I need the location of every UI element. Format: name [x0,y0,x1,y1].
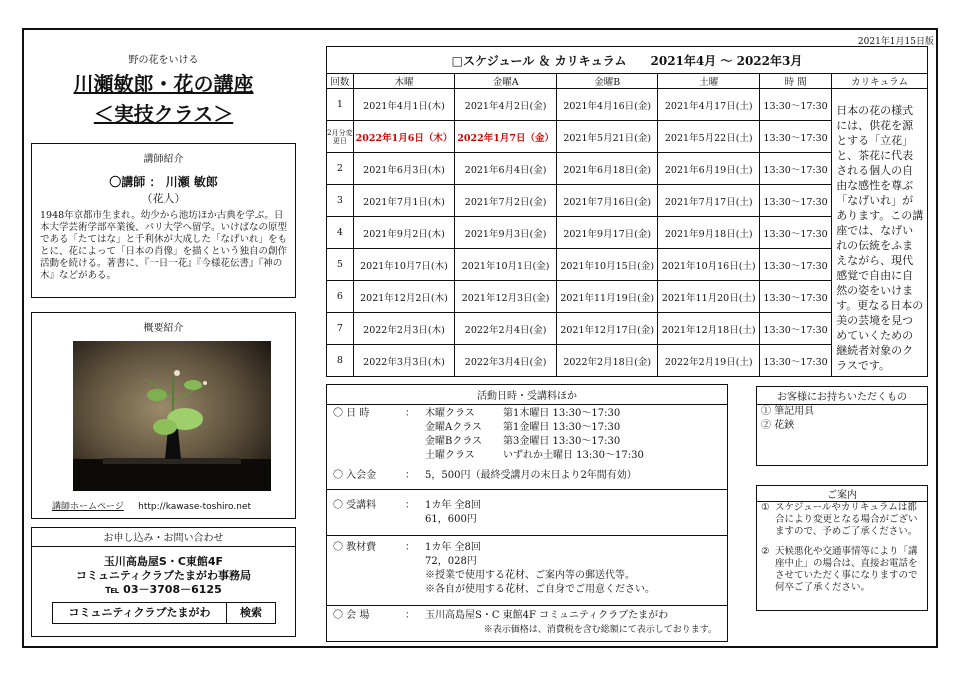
contact-section [31,527,296,637]
divider [327,489,727,490]
search-button[interactable]: 検索 [227,602,276,624]
time-range: 13:30～17:30 [760,345,832,377]
friday-a-date: 2022年1月7日（金） [455,121,557,153]
class-item: 土曜クラス いずれか土曜日 13:30～17:30 [425,450,644,461]
instructor-bio: 1948年京都市生まれ。幼少から池坊ほか古典を学ぶ。日本大学芸術学部卒業後、パリ大学へ留学。いけばなの原型である「たてはな」と千利休が大成した「なげいれ」をもとに、花によって「日本の肖像」を描くという独自の創作活動を続ける。著書に、『一日一花』『今様花伝書』『神の木』などがある。 [40,210,288,281]
saturday-date: 2021年7月17日(土) [658,185,760,217]
friday-a-date: 2021年12月3日(金) [455,281,557,313]
search-row [52,602,276,624]
time-range: 13:30～17:30 [760,217,832,249]
instructor-name: 〇講師 ： 川瀬 敏郎 [109,175,218,189]
friday-b-date: 2021年11月19日(金) [556,281,658,313]
bring-items-section [756,386,928,466]
notice-heading: ご案内 [757,486,927,502]
row-count: 4 [327,217,354,249]
course-title: 川瀬敏郎・花の講座 [73,72,254,96]
row-count: 7 [327,313,354,345]
friday-b-date: 2021年10月15日(金) [556,249,658,281]
notice-section [756,485,928,611]
thursday-date: 2021年12月2日(木) [353,281,455,313]
friday-b-date: 2021年12月17日(金) [556,313,658,345]
friday-b-date: 2021年4月16日(金) [556,89,658,121]
saturday-date: 2021年10月16日(土) [658,249,760,281]
friday-a-date: 2021年6月4日(金) [455,153,557,185]
colon: ： [405,610,415,621]
list-item: ① スケジュールやカリキュラムは都合により変更となる場合がございますので、予めご了承ください。 [761,502,918,537]
version-date: 2021年1月15日版 [857,37,934,47]
header-thursday: 木曜 [353,74,455,89]
list-item: ② 花鋏 [761,420,795,431]
thursday-date: 2021年9月2日(木) [353,217,455,249]
search-keyword: コミュニティクラブたまがわ [52,602,227,624]
row-count: 6 [327,281,354,313]
divider [327,605,727,606]
tuition-label: 〇 受講料 [333,500,377,511]
title-block [31,45,296,125]
saturday-date: 2021年4月17日(土) [658,89,760,121]
venue-value: 玉川高島屋S・C 東館4F コミュニティクラブたまがわ ※表示価格は、消費税を含む総額にて表示しております。 [425,609,725,637]
activity-info-heading: 活動日時・受講料ほか [327,385,727,405]
header-friday-b: 金曜B [556,74,658,89]
saturday-date: 2022年2月19日(土) [658,345,760,377]
friday-b-date: 2021年9月17日(金) [556,217,658,249]
class-list [425,407,725,463]
contact-address: 玉川高島屋S・C東館4F [103,555,224,568]
time-range: 13:30～17:30 [760,121,832,153]
colon: ： [405,470,415,481]
saturday-date: 2021年6月19日(土) [658,153,760,185]
friday-b-date: 2022年2月18日(金) [556,345,658,377]
contact-heading: お申し込み・お問い合わせ [32,528,295,547]
row-count: 2月分変更日 [327,121,354,153]
table-row [327,89,928,121]
header-count: 回数 [327,74,354,89]
header-curriculum: カリキュラム [832,74,928,89]
header-time: 時 間 [760,74,832,89]
schedule-table [326,46,928,377]
friday-b-date: 2021年7月16日(金) [556,185,658,217]
thursday-date: 2021年4月1日(木) [353,89,455,121]
friday-a-date: 2021年10月1日(金) [455,249,557,281]
material-label: 〇 教材費 [333,542,377,553]
contact-phone: ℡ 03－3708－6125 [105,583,222,596]
time-range: 13:30～17:30 [760,185,832,217]
header-saturday: 土曜 [658,74,760,89]
saturday-date: 2021年5月22日(土) [658,121,760,153]
flower-arrangement-photo [73,341,271,491]
time-range: 13:30～17:30 [760,89,832,121]
class-item: 金曜Aクラス 第1金曜日 13:30～17:30 [425,422,621,433]
tuition-value: 1カ年 全8回 61，600円 [425,500,481,525]
friday-b-date: 2021年6月18日(金) [556,153,658,185]
contact-details [32,555,295,597]
thursday-date: 2021年7月1日(木) [353,185,455,217]
thursday-date: 2022年3月3日(木) [353,345,455,377]
colon: ： [405,408,415,419]
colon: ： [405,542,415,553]
bring-heading: お客様にお持ちいただくもの [757,387,927,405]
datetime-row [327,407,727,467]
homepage-row[interactable] [52,499,251,512]
instructor-heading: 講師紹介 [143,154,184,165]
venue-label: 〇 会 場 [333,610,370,621]
class-item: 金曜Bクラス 第3金曜日 13:30～17:30 [425,436,621,447]
tax-note: ※表示価格は、消費税を含む総額にて表示しております。 [483,625,717,635]
instructor-section [31,143,296,298]
thursday-date: 2021年6月3日(木) [353,153,455,185]
instructor-role: （花人） [141,192,186,205]
homepage-url[interactable]: http://kawase-toshiro.net [138,502,252,512]
row-count: 1 [327,89,354,121]
entry-fee-label: 〇 入会金 [333,470,377,481]
friday-a-date: 2022年3月4日(金) [455,345,557,377]
row-count: 2 [327,153,354,185]
row-count: 3 [327,185,354,217]
activity-info-section [326,384,728,642]
saturday-date: 2021年11月20日(土) [658,281,760,313]
row-count: 8 [327,345,354,377]
class-item: 木曜クラス 第1木曜日 13:30～17:30 [425,408,621,419]
schedule-title: □スケジュール ＆ カリキュラム 2021年4月 ～ 2022年3月 [327,47,928,74]
thursday-date: 2022年1月6日（木） [353,121,455,153]
thursday-date: 2021年10月7日(木) [353,249,455,281]
friday-a-date: 2021年7月2日(金) [455,185,557,217]
title-subtitle: 野の花をいける [128,55,199,66]
divider [327,535,727,536]
friday-a-date: 2021年9月3日(金) [455,217,557,249]
schedule-header-row [327,74,928,89]
friday-b-date: 2021年5月21日(金) [556,121,658,153]
friday-a-date: 2021年4月2日(金) [455,89,557,121]
list-item: ② 天候悪化や交通事情等により「講座中止」の場合は、直接お電話をさせていただく事になりますので何卒ご了承ください。 [761,546,918,593]
list-item: ① 筆記用具 [761,406,815,417]
time-range: 13:30～17:30 [760,249,832,281]
overview-heading: 概要紹介 [143,323,184,334]
time-range: 13:30～17:30 [760,281,832,313]
header-friday-a: 金曜A [455,74,557,89]
saturday-date: 2021年12月18日(土) [658,313,760,345]
course-class-title: ＜実技クラス＞ [93,102,234,126]
contact-office: コミュニティクラブたまがわ事務局 [76,569,251,582]
material-value: 1カ年 全8回 72，028円 ※授業で使用する花材、ご案内等の郵送代等。 ※各自が使用する花材、ご自身でご用意ください。 [425,542,655,595]
homepage-label[interactable]: 講師ホームページ [52,502,124,512]
friday-a-date: 2022年2月4日(金) [455,313,557,345]
curriculum-text: 日本の花の様式には、供花を源とする「立花」と、茶花に代表される個人の自由な感性を尊ぶ「なげいれ」があります。この講座では、なげいれの伝統をふまえながら、現代感覚で自由に自然の姿をいけます。更なる日本の美の芸境を見つめていくための継続者対象のクラスです。 [832,89,928,377]
row-count: 5 [327,249,354,281]
colon: ： [405,500,415,511]
datetime-label: 〇 日 時 [333,408,370,419]
time-range: 13:30～17:30 [760,153,832,185]
thursday-date: 2022年2月3日(木) [353,313,455,345]
saturday-date: 2021年9月18日(土) [658,217,760,249]
time-range: 13:30～17:30 [760,313,832,345]
overview-section [31,312,296,519]
entry-fee-value: 5，500円（最終受講月の末日より2年間有効） [425,470,637,481]
